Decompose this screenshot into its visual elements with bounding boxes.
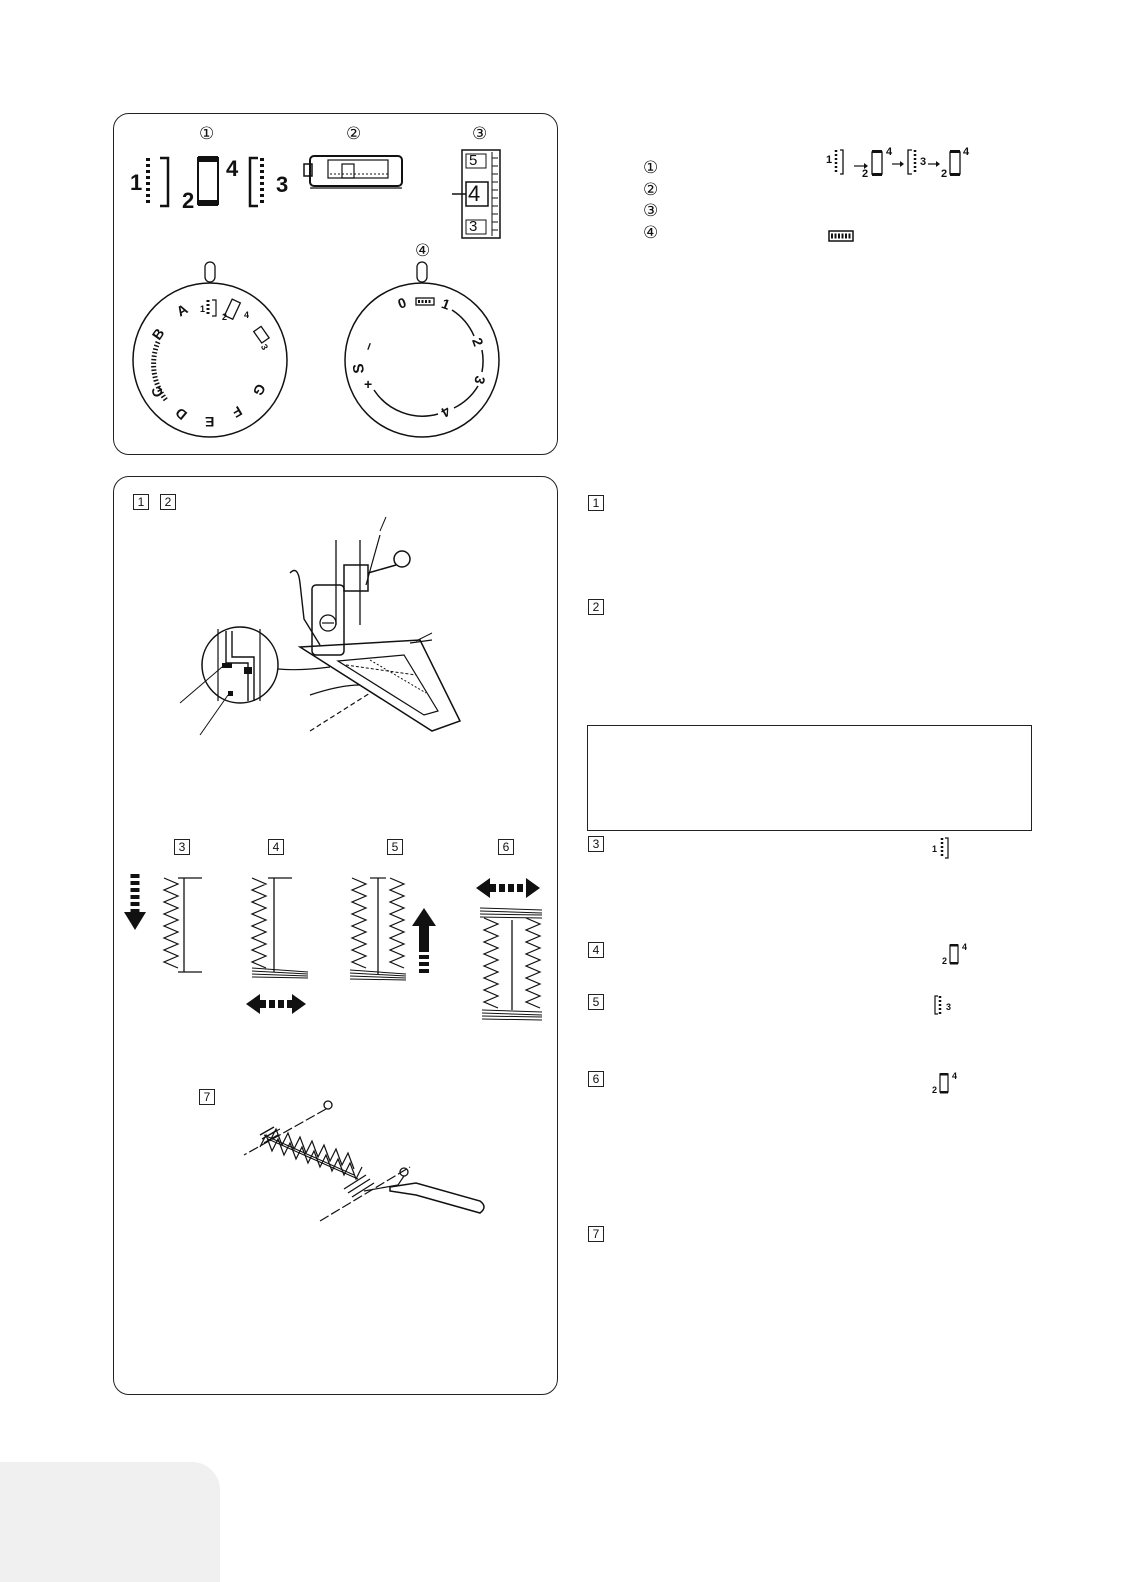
dial-letter-f: F bbox=[229, 402, 245, 422]
step-6-icon bbox=[930, 1071, 960, 1097]
dial-letter-d: D bbox=[172, 404, 191, 424]
presser-foot-illustration bbox=[170, 525, 470, 745]
dial-letter-c: C bbox=[147, 384, 167, 400]
seam-ripper-illustration bbox=[240, 1095, 510, 1235]
length-indicator bbox=[452, 150, 512, 242]
instruction-step-3: 3 bbox=[588, 836, 604, 852]
marker-2: ② bbox=[346, 124, 362, 144]
step-5-icon bbox=[932, 994, 956, 1018]
list-marker-3: ③ bbox=[643, 201, 659, 221]
instruction-step-5: 5 bbox=[588, 994, 604, 1010]
list-marker-4: ④ bbox=[643, 223, 659, 243]
seq-label-3: 3 bbox=[920, 156, 927, 168]
seq-label-4b: 4 bbox=[963, 146, 970, 158]
step-5-icon-label: 3 bbox=[946, 1002, 952, 1012]
dial-letter-e: E bbox=[205, 414, 215, 430]
step-panel-4-label: 4 bbox=[268, 839, 284, 855]
length-3: 3 bbox=[471, 374, 489, 386]
buttonhole-step-symbols bbox=[130, 152, 300, 212]
step-6-icon-label-4: 4 bbox=[952, 1071, 958, 1081]
step-6-icon-label-2: 2 bbox=[932, 1085, 938, 1095]
figure-ref-1: 1 bbox=[133, 494, 149, 510]
instruction-step-4: 4 bbox=[588, 942, 604, 958]
length-indicator-scale bbox=[452, 150, 512, 242]
pattern-dial-letters bbox=[130, 260, 290, 440]
length-plus: + bbox=[364, 376, 373, 392]
step-label-4: 4 bbox=[226, 156, 239, 181]
step-4-stitch-diagram bbox=[242, 868, 322, 1018]
step-3-icon bbox=[932, 836, 952, 862]
length-4: 4 bbox=[438, 403, 454, 421]
step-label-2: 2 bbox=[182, 188, 195, 213]
instruction-step-7: 7 bbox=[588, 1226, 604, 1242]
instruction-step-1: 1 bbox=[588, 495, 604, 511]
step-4-icon bbox=[940, 942, 970, 968]
seq-label-4: 4 bbox=[886, 146, 893, 158]
indicator-3: 3 bbox=[469, 218, 478, 235]
length-1: 1 bbox=[439, 295, 453, 313]
step-sequence bbox=[826, 146, 976, 182]
step-panel-3-label: 3 bbox=[174, 839, 190, 855]
step-6-stitch-diagram bbox=[470, 868, 550, 1028]
indicator-4: 4 bbox=[468, 181, 481, 206]
step-label-1: 1 bbox=[130, 170, 143, 195]
length-dial-labels bbox=[342, 260, 502, 440]
marker-1: ① bbox=[199, 124, 215, 144]
step1-icon bbox=[148, 158, 168, 206]
seq-label-2: 2 bbox=[862, 168, 869, 180]
step-3-stitch-diagram bbox=[120, 868, 210, 988]
dial-icon-label-4: 4 bbox=[244, 310, 250, 320]
length-0: 0 bbox=[395, 294, 409, 312]
marker-3: ③ bbox=[472, 124, 488, 144]
buttonhole-step-icons bbox=[130, 152, 300, 212]
dial-icon-label-3: 3 bbox=[258, 342, 271, 352]
figure-7-label: 7 bbox=[199, 1089, 215, 1105]
step2-icon bbox=[198, 156, 218, 206]
step-4-icon-label-4: 4 bbox=[962, 942, 968, 952]
dial-icon-label-1: 1 bbox=[200, 304, 206, 314]
dial-letter-a: A bbox=[173, 300, 191, 320]
step-4-icon-label-2: 2 bbox=[942, 956, 948, 966]
list-marker-1: ① bbox=[643, 158, 659, 178]
length-minus: – bbox=[359, 339, 377, 353]
length-2: 2 bbox=[469, 335, 487, 349]
step3-icon bbox=[250, 158, 262, 206]
figure-ref-2: 2 bbox=[160, 494, 176, 510]
seq-label-1: 1 bbox=[826, 154, 833, 166]
dial-letter-b: B bbox=[148, 325, 168, 343]
dial-letter-g: G bbox=[249, 381, 270, 399]
step-label-3: 3 bbox=[276, 172, 289, 197]
step-panel-5-label: 5 bbox=[387, 839, 403, 855]
instruction-step-6: 6 bbox=[588, 1071, 604, 1087]
indicator-5: 5 bbox=[469, 152, 478, 169]
note-box bbox=[587, 725, 1032, 831]
buttonhole-position-icon bbox=[828, 230, 856, 242]
instruction-step-2: 2 bbox=[588, 599, 604, 615]
seq-label-2b: 2 bbox=[941, 168, 948, 180]
step-panel-6-label: 6 bbox=[498, 839, 514, 855]
list-marker-2: ② bbox=[643, 180, 659, 200]
length-s: S bbox=[350, 362, 368, 375]
step-sequence-icons bbox=[826, 146, 976, 182]
page-corner-tab bbox=[0, 1462, 220, 1582]
step-5-stitch-diagram bbox=[344, 868, 444, 988]
dial-icon-label-2: 2 bbox=[222, 312, 228, 322]
buttonhole-foot-icon bbox=[300, 150, 410, 196]
step-3-icon-label: 1 bbox=[932, 844, 938, 854]
marker-4: ④ bbox=[415, 241, 431, 261]
